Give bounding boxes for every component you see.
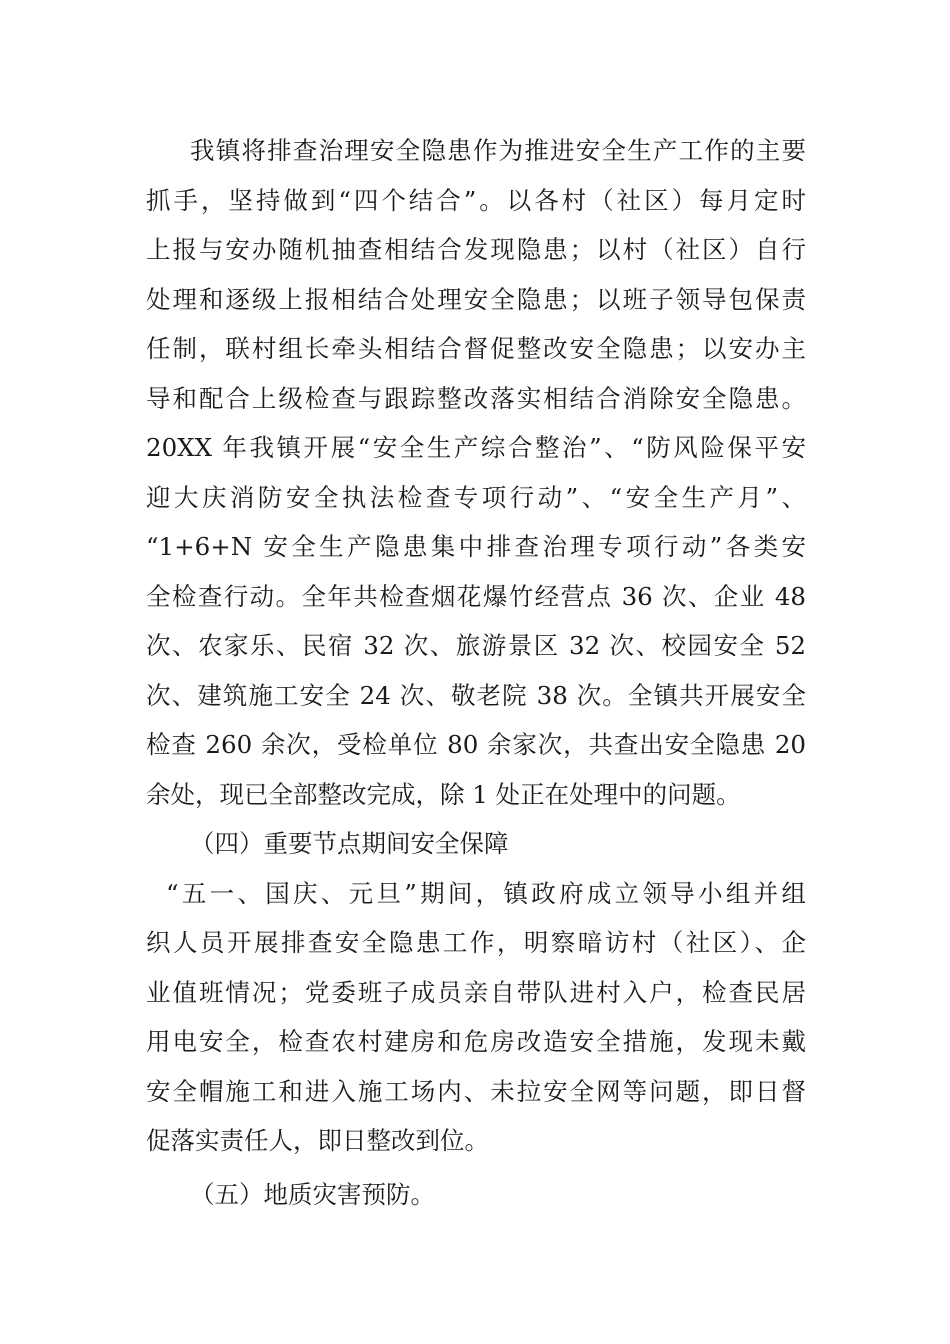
paragraph-line: 织人员开展排查安全隐患工作，明察暗访村（社区）、企: [146, 928, 806, 957]
paragraph-line: 任制，联村组长牵头相结合督促整改安全隐患；以安办主: [146, 334, 806, 363]
paragraph-line: 安全帽施工和进入施工场内、未拉安全网等问题，即日督: [146, 1076, 806, 1106]
paragraph-line: 余处，现已全部整改完成，除 1 处正在处理中的问题。: [146, 779, 741, 809]
paragraph-line: 迎大庆消防安全执法检查专项行动”、“安全生产月”、: [146, 482, 806, 512]
paragraph-holiday-safety: [146, 869, 806, 1166]
document-body: [146, 126, 806, 1219]
paragraph-line: 抓手，坚持做到“四个结合”。以各村（社区）每月定时: [146, 185, 806, 215]
paragraph-line: 检查 260 余次，受检单位 80 余家次，共查出安全隐患 20: [146, 730, 806, 759]
paragraph-line: 促落实责任人，即日整改到位。: [146, 1126, 489, 1155]
paragraph-line: “1+6+N 安全生产隐患集中排查治理专项行动”各类安: [146, 532, 806, 561]
paragraph-line: 处理和逐级上报相结合处理安全隐患；以班子领导包保责: [146, 284, 806, 314]
paragraph-line: 20XX 年我镇开展“安全生产综合整治”、“防风险保平安: [146, 433, 806, 462]
section-heading-4: （四）重要节点期间安全保障: [190, 829, 509, 858]
paragraph-line: 导和配合上级检查与跟踪整改落实相结合消除安全隐患。: [146, 383, 806, 413]
paragraph-line: 用电安全，检查农村建房和危房改造安全措施，发现未戴: [146, 1027, 806, 1056]
paragraph-line: 全检查行动。全年共检查烟花爆竹经营点 36 次、企业 48: [146, 581, 806, 611]
paragraph-line: 次、建筑施工安全 24 次、敬老院 38 次。全镇共开展安全: [146, 680, 806, 710]
paragraph-line: 上报与安办随机抽查相结合发现隐患；以村（社区）自行: [146, 235, 806, 264]
paragraph-line: 次、农家乐、民宿 32 次、旅游景区 32 次、校园安全 52: [146, 631, 806, 660]
paragraph-line: “五一、国庆、元旦”期间，镇政府成立领导小组并组: [166, 878, 806, 908]
paragraph-safety-inspection: [146, 126, 806, 819]
paragraph-line: 业值班情况；党委班子成员亲自带队进村入户，检查民居: [146, 977, 806, 1007]
paragraph-line: 我镇将排查治理安全隐患作为推进安全生产工作的主要: [190, 136, 806, 165]
section-heading-5: （五）地质灾害预防。: [190, 1179, 435, 1209]
